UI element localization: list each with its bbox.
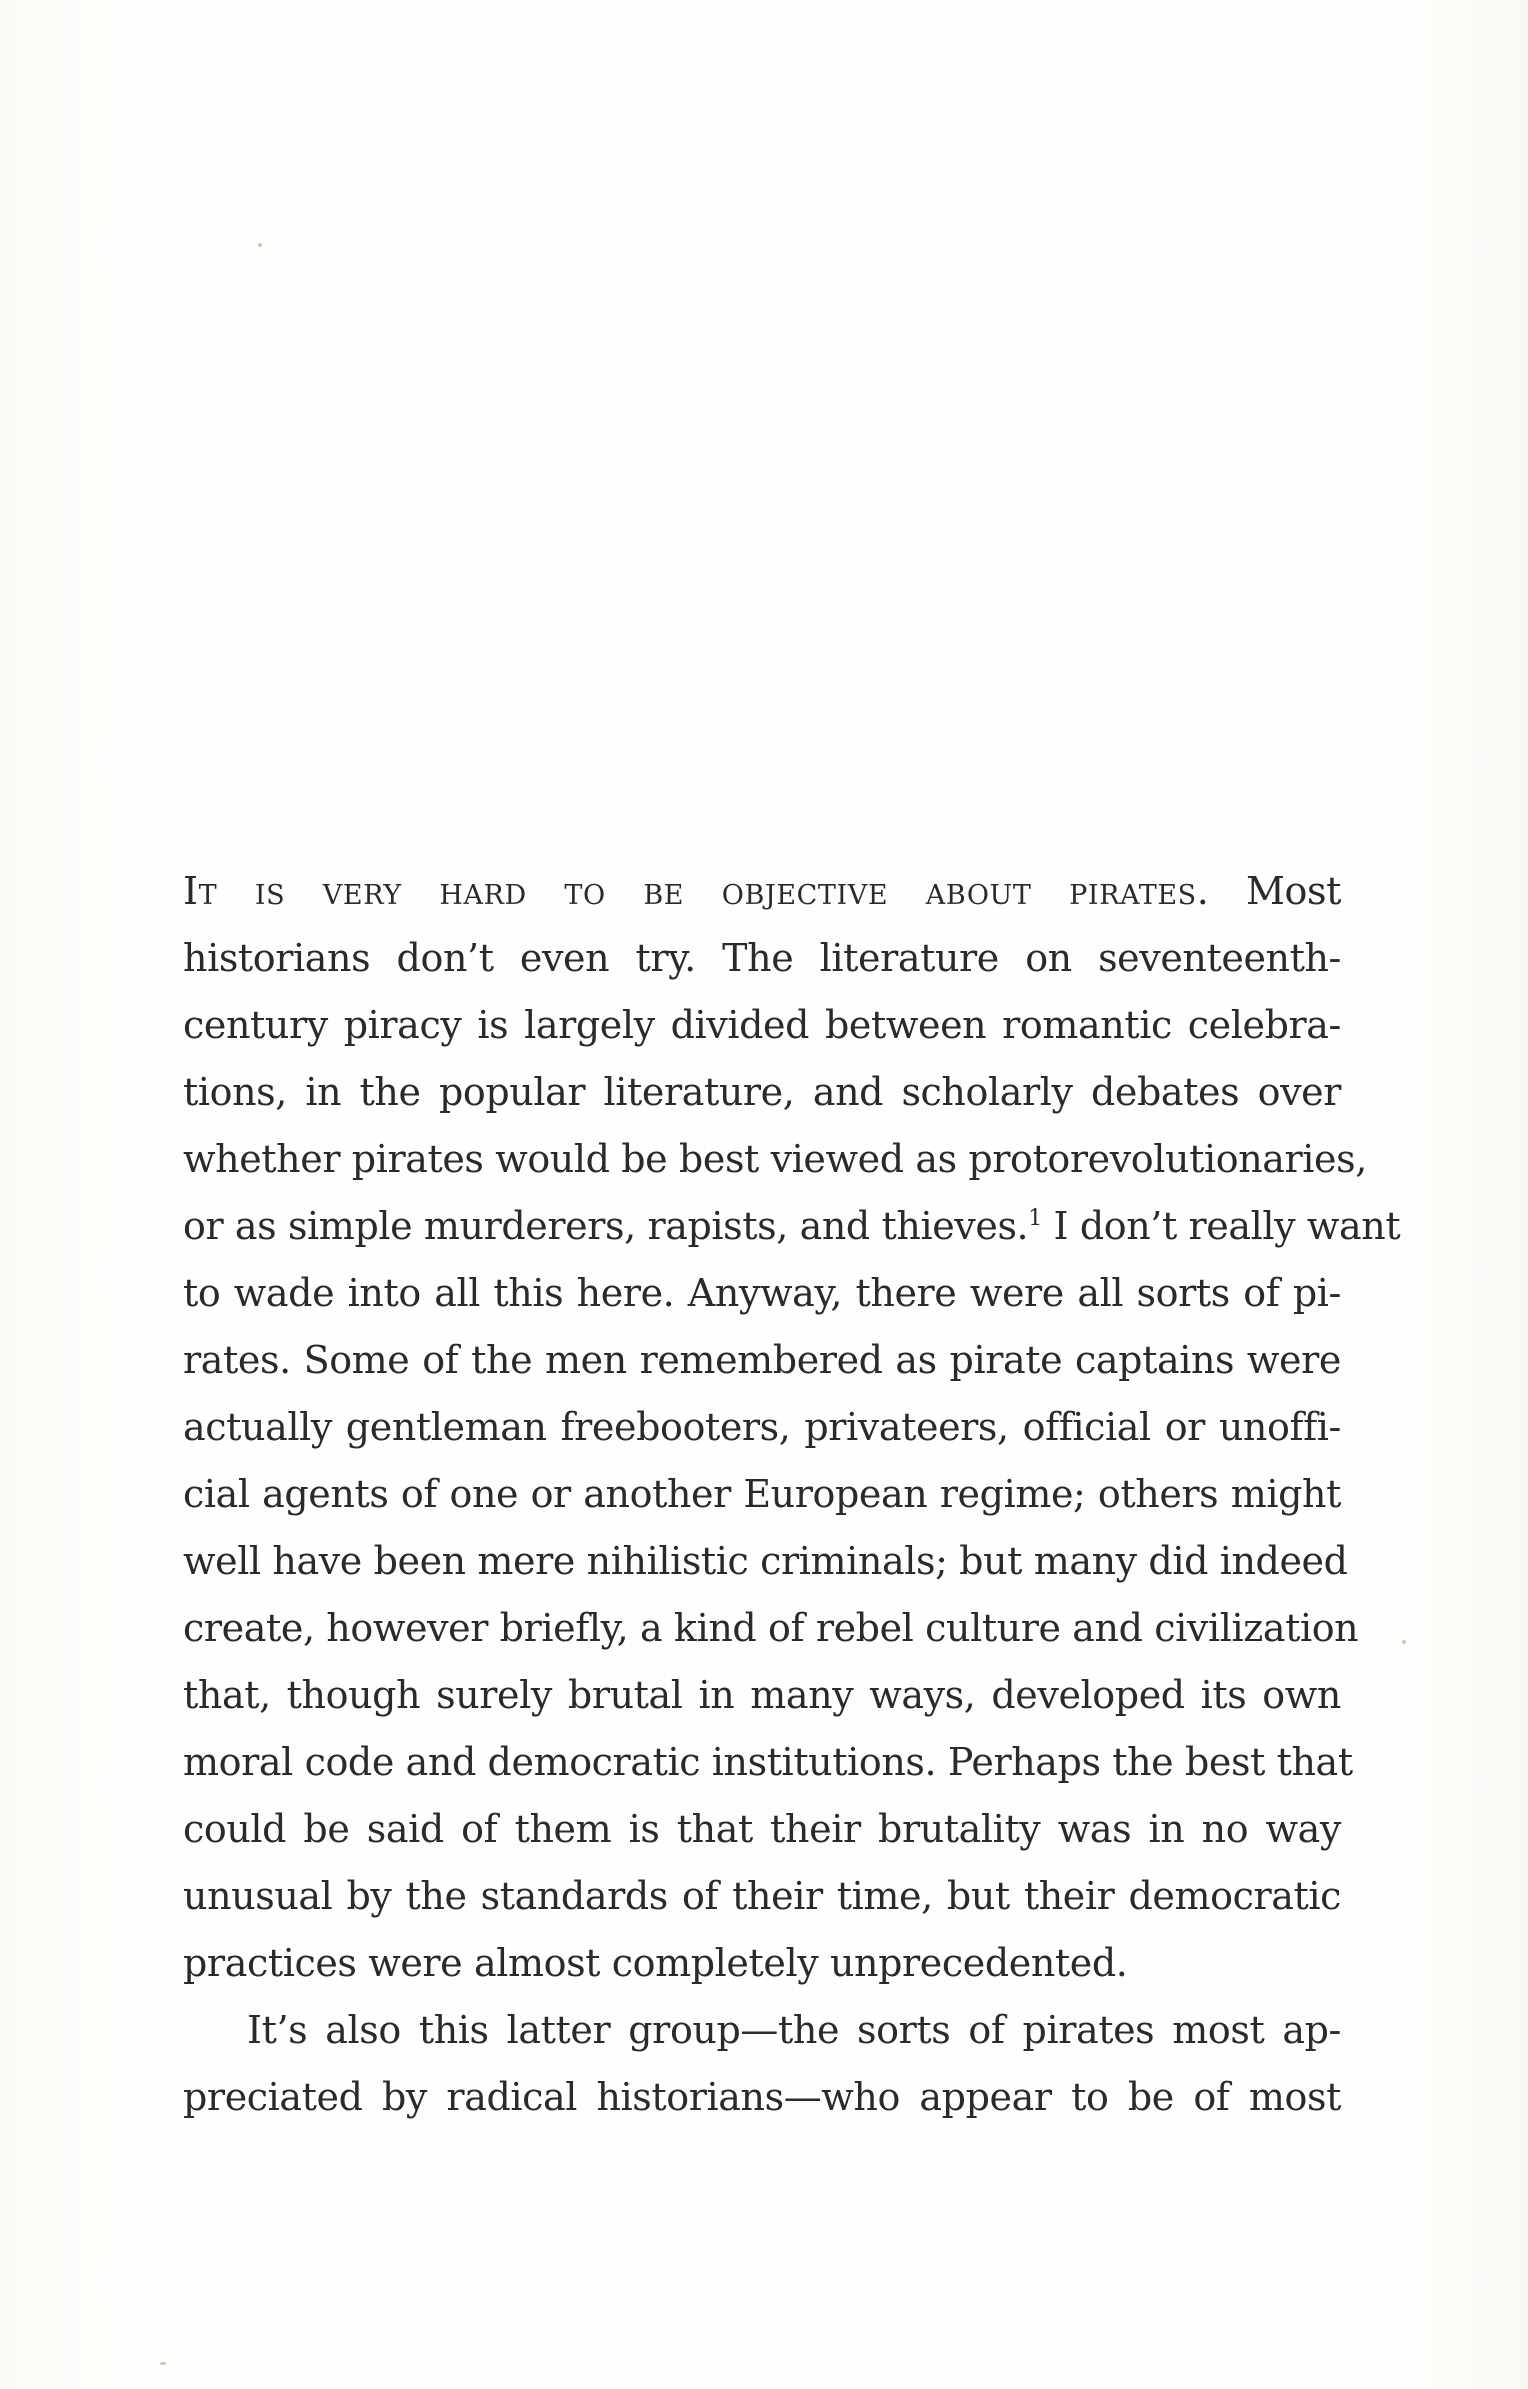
text-line: historians don’t even try. The literature on seventeenth- xyxy=(183,936,1341,980)
paper-speck xyxy=(1402,1640,1406,1644)
text-line: that, though surely brutal in many ways, developed its own xyxy=(183,1673,1341,1717)
opening-rest: Most xyxy=(1209,869,1341,913)
text-line: create, however briefly, a kind of rebel culture and civilization xyxy=(183,1606,1359,1650)
text-line: century piracy is largely divided between romantic celebra- xyxy=(183,1003,1341,1047)
paper-speck xyxy=(160,2362,166,2365)
text-line: preciated by radical historians—who appear to be of most xyxy=(183,2075,1341,2119)
text-line: could be said of them is that their brutality was in no way xyxy=(183,1807,1341,1851)
footnote-marker: 1 xyxy=(1028,1206,1042,1231)
text-line: practices were almost completely unprecedented. xyxy=(183,1941,1128,1985)
body-text xyxy=(183,858,1401,2131)
text-line: well have been mere nihilistic criminals; but many did indeed xyxy=(183,1539,1348,1583)
text-line: whether pirates would be best viewed as protorevolutionaries, xyxy=(183,1137,1367,1181)
text-line: moral code and democratic institutions. Perhaps the best that xyxy=(183,1740,1353,1784)
opening-line xyxy=(183,858,1341,925)
opening-smallcaps: It is very hard to be objective about pirates. xyxy=(183,869,1210,913)
text-line xyxy=(183,1193,1401,1260)
text-segment: I don’t really want xyxy=(1041,1204,1401,1248)
text-line: cial agents of one or another European regime; others might xyxy=(183,1472,1341,1516)
paragraph-1 xyxy=(183,858,1401,1997)
text-line: rates. Some of the men remembered as pirate captains were xyxy=(183,1338,1341,1382)
text-line: unusual by the standards of their time, but their democratic xyxy=(183,1874,1341,1918)
text-segment: or as simple murderers, rapists, and thieves. xyxy=(183,1204,1029,1248)
text-line: to wade into all this here. Anyway, there were all sorts of pi- xyxy=(183,1271,1341,1315)
paper-speck xyxy=(258,243,262,247)
text-line: It’s also this latter group—the sorts of pirates most ap- xyxy=(247,2008,1341,2052)
text-line: actually gentleman freebooters, privateers, official or unoffi- xyxy=(183,1405,1341,1449)
text-line: tions, in the popular literature, and scholarly debates over xyxy=(183,1070,1341,1114)
paragraph-2 xyxy=(183,1997,1341,2131)
